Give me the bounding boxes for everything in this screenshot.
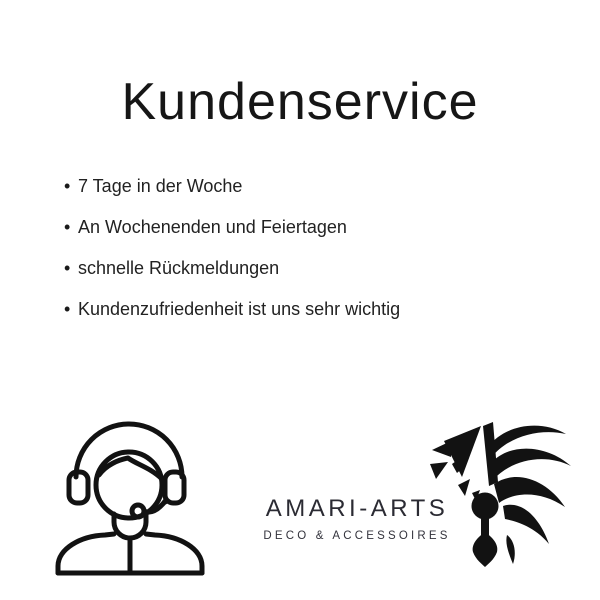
list-item-text: 7 Tage in der Woche — [78, 176, 243, 196]
logo-feather-5 — [506, 535, 514, 564]
list-item-text: schnelle Rückmeldungen — [78, 258, 280, 278]
page-title: Kundenservice — [121, 73, 479, 131]
logo-feather-3 — [494, 477, 565, 507]
bullet-icon: • — [64, 176, 71, 196]
logo-small-triangle-3 — [458, 479, 470, 496]
logo-feather-2 — [492, 449, 571, 480]
bullet-icon: • — [64, 299, 71, 319]
list-item-text: An Wochenenden und Feiertagen — [78, 217, 347, 237]
logo-bead-circle — [472, 493, 499, 520]
logo-small-triangle-1 — [432, 441, 451, 457]
bullet-icon: • — [64, 217, 71, 237]
brand-tagline: DECO & ACCESSOIRES — [263, 530, 451, 542]
list-item-text: Kundenzufriedenheit ist uns sehr wichtig — [78, 299, 401, 319]
brand-name: AMARI-ARTS — [265, 495, 449, 522]
bullet-icon: • — [64, 258, 71, 278]
logo-small-triangle-2 — [430, 462, 448, 479]
logo-pendant-kite — [473, 532, 498, 567]
